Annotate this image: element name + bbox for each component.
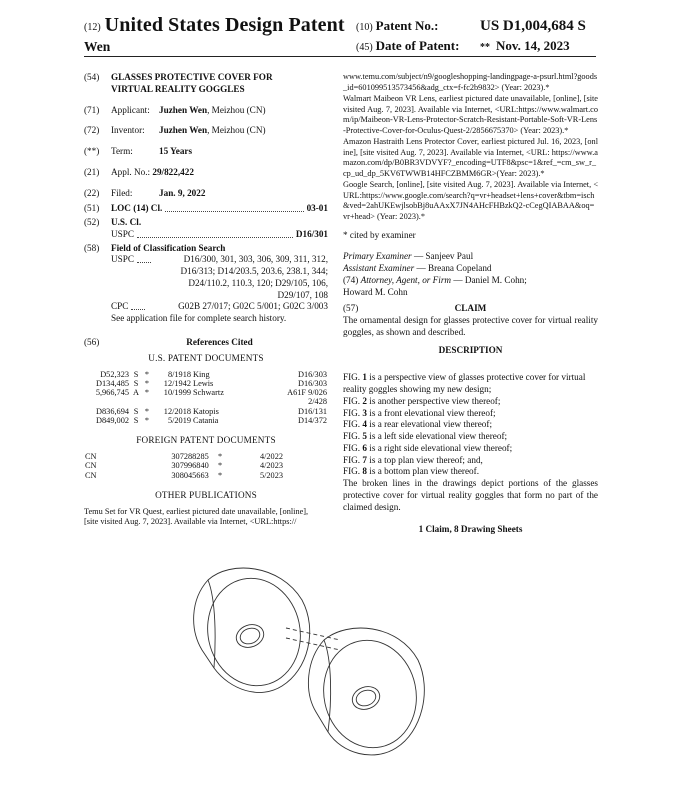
us-cl-field: (52) U.S. Cl. USPC D16/301 <box>84 217 328 239</box>
ref-name: King <box>193 369 210 379</box>
foreign-reference-row <box>84 471 284 480</box>
ref-num: 5,966,745 <box>95 388 129 398</box>
fig-number: 5 <box>362 431 367 442</box>
claim-heading: CLAIM <box>454 303 487 314</box>
foreign-star: * <box>217 470 223 480</box>
ref-kind: S <box>133 406 139 416</box>
ref-kind: S <box>133 415 139 425</box>
fig-text: is a bottom plan view thereof. <box>369 466 480 477</box>
ref-kind: S <box>133 369 139 379</box>
us-reference-row <box>84 407 328 416</box>
fig-word: FIG. <box>343 454 361 465</box>
fig-word: FIG. <box>343 407 361 418</box>
us-reference-row <box>84 388 328 397</box>
ref-cls: D16/131 <box>297 406 327 416</box>
inventor-name: Juzhen Wen <box>159 125 208 136</box>
ref-cls: A61F 9/026 <box>287 388 327 398</box>
description-heading: DESCRIPTION <box>438 344 503 355</box>
foreign-reference-row <box>84 461 284 470</box>
design-drawing <box>190 560 430 785</box>
foreign-cc: CN <box>85 461 97 471</box>
ref-num: D52,323 <box>100 369 129 379</box>
ref-star: * <box>144 406 150 416</box>
applicant-field: (71) Applicant: Juzhen Wen, Meizhou (CN) <box>84 104 266 115</box>
us-reference-row <box>84 379 328 388</box>
fig-number: 7 <box>362 454 367 465</box>
foreign-docs-heading: FOREIGN PATENT DOCUMENTS <box>136 435 276 446</box>
ref-date: 12/1942 <box>163 378 191 388</box>
patent-number: US D1,004,684 S <box>480 18 586 34</box>
ref-cls: D16/303 <box>297 378 327 388</box>
foreign-date: 4/2023 <box>259 461 283 471</box>
inventor-surname: Wen <box>84 39 111 54</box>
other-publications-cont <box>343 72 598 222</box>
title-line-2: VIRTUAL REALITY GOGGLES <box>111 83 245 94</box>
foreign-num: 307288285 <box>171 452 209 461</box>
primary-examiner: Primary Examiner — Sanjeev Paul <box>343 251 474 262</box>
date-stars: ** <box>480 42 490 53</box>
ref-num <box>84 397 130 406</box>
ref-star <box>142 397 152 406</box>
publication-entry: Google Search, [online], [site visited Aug. 7, 2023]. Available via Internet, <URL:https://www.google.com/search?q=vr+headset+lens+cover&tbm=isch&ved=2ahUKEwjlsobBj8uAAxX7JN4AHcFHBzkQ2-cCegQIABAA&oq=vr+head> (Year: 2023).* <box>343 180 598 221</box>
fig-word: FIG. <box>343 395 361 406</box>
foreign-reference-row <box>84 452 284 461</box>
fig-text: is a front elevational view thereof; <box>369 407 496 418</box>
term-field: (**) Term: 15 Years <box>84 146 193 157</box>
us-reference-row <box>84 416 328 425</box>
figure-list <box>343 372 598 478</box>
ref-date: 10/1999 <box>163 388 191 398</box>
ref-kind: A <box>133 388 139 398</box>
title-field: (54) GLASSES PROTECTIVE COVER FOR VIRTUAL REALITY GOGGLES <box>84 72 328 96</box>
publication-entry: Walmart Maibeon VR Lens, earliest pictured date unavailable, [online], [site visited Aug. 7, 2023]. Available via Internet, <URL:https://www.walmart.com/ip/Maibeon-VR-Lens-Protector-Scratch-Resistant-Portable-Soft-VR-Lens-Protective-Cover-for-Oculus-Quest-2/2856675370> (Year: 2023).* <box>343 94 598 135</box>
foreign-references-table <box>84 452 284 480</box>
figure-description <box>343 431 598 443</box>
assistant-examiner: Assistant Examiner — Breana Copeland <box>343 262 492 273</box>
term-value: 15 Years <box>159 146 193 157</box>
ref-kind: S <box>133 378 139 388</box>
document-type: United States Design Patent <box>104 14 345 36</box>
fig-text: is a perspective view of glasses protective cover for virtual reality goggles showing my new design; <box>343 372 586 395</box>
patent-date: Nov. 14, 2023 <box>496 38 570 53</box>
us-reference-row <box>84 370 328 379</box>
foreign-num: 307996840 <box>171 461 209 471</box>
ref-name: Katopis <box>193 406 219 416</box>
date-row: (45) Date of Patent: ** Nov. 14, 2023 <box>356 38 570 53</box>
patent-number-row: (10) Patent No.: US D1,004,684 S <box>356 18 586 34</box>
foreign-date: 5/2023 <box>259 470 283 480</box>
figure-description <box>343 466 598 478</box>
ref-star: * <box>144 388 150 398</box>
us-class: D16/301 <box>295 228 328 239</box>
fig-word: FIG. <box>343 372 361 383</box>
ref-cls: 2/428 <box>308 397 327 407</box>
fig-word: FIG. <box>343 466 361 477</box>
fig-number: 6 <box>362 442 367 453</box>
us-docs-heading: U.S. PATENT DOCUMENTS <box>148 352 264 363</box>
ref-star: * <box>144 369 150 379</box>
fig-text: is a right side elevational view thereof; <box>369 442 513 453</box>
fig-word: FIG. <box>343 419 361 430</box>
figure-description <box>343 396 598 408</box>
ref-cls: D16/303 <box>297 369 327 379</box>
publication-entry: Amazon Hastraith Lens Protector Cover, earliest pictured Jul. 16, 2023, [online], [site visited Aug. 7, 2023]. Available via Internet, <URL: https://www.amazon.com/dp/B0BR3VDVYF?_encoding=UTF8&psc=1&ref_=cm_sw_r_cp_ud_dp_5KV6TWWB14HFCZBMM6GR>(Year: 2023).* <box>343 137 598 178</box>
cited-note: * cited by examiner <box>343 230 416 241</box>
bridge-broken-line <box>286 628 340 650</box>
figure-description <box>343 408 598 420</box>
ref-date: 12/2018 <box>163 406 191 416</box>
loc-class: 03-01 <box>306 203 328 214</box>
claim-text: The ornamental design for glasses protective cover for virtual reality goggles, as shown and described. <box>343 315 598 337</box>
appl-no: 29/822,422 <box>152 166 194 177</box>
figure-description <box>343 372 598 396</box>
other-pub-1: Temu Set for VR Quest, earliest pictured date unavailable, [online], [site visited Aug. 7, 2023]. Available via Internet, <URL:https:// <box>84 506 309 527</box>
us-references-table <box>84 370 328 426</box>
date-label: Date of Patent: <box>375 38 460 53</box>
foreign-cc: CN <box>85 470 97 480</box>
references-heading: References Cited <box>186 337 253 348</box>
ref-star: * <box>144 378 150 388</box>
broken-lines-note: The broken lines in the drawings depict portions of the glasses protective cover for virtual reality goggles that form no part of the claimed design. <box>343 478 598 512</box>
claims-count: 1 Claim, 8 Drawing Sheets <box>418 523 523 534</box>
foreign-num: 308045663 <box>171 470 209 480</box>
attorney-2: Howard M. Cohn <box>343 286 408 297</box>
inventor-field: (72) Inventor: Juzhen Wen, Meizhou (CN) <box>84 125 266 136</box>
ref-name <box>192 397 274 406</box>
fig-text: is a left side elevational view thereof; <box>369 431 508 442</box>
figure-description <box>343 443 598 455</box>
ref-num: D849,002 <box>96 415 129 425</box>
fig-number: 4 <box>362 419 367 430</box>
publication-entry: www.temu.com/subject/n9/googleshopping-landingpage-a-psurl.html?goods_id=601099513573456&adg_ctx=f-fc2b9832> (Year: 2023).* <box>343 72 598 92</box>
ref-date: 5/2019 <box>167 415 191 425</box>
title-line-1: GLASSES PROTECTIVE COVER FOR <box>111 72 273 82</box>
ref-name: Schwartz <box>193 388 224 398</box>
claim-heading-row: (57) CLAIM <box>343 303 598 315</box>
ref-name: Catania <box>193 415 219 425</box>
ref-num: D836,694 <box>96 406 129 416</box>
fig-number: 2 <box>362 395 367 406</box>
fig-number: 8 <box>362 466 367 477</box>
foreign-cc: CN <box>85 452 97 461</box>
other-pubs-heading: OTHER PUBLICATIONS <box>155 489 257 500</box>
ref-date: 8/1918 <box>167 369 191 379</box>
ref-num: D134,485 <box>96 378 129 388</box>
fig-text: is another perspective view thereof; <box>369 395 501 406</box>
ref-name: Lewis <box>193 378 214 388</box>
patent-number-label: Patent No.: <box>375 18 439 33</box>
ref-kind <box>130 397 142 406</box>
foreign-star: * <box>217 461 223 471</box>
code-12: (12) <box>84 21 101 33</box>
figure-description <box>343 455 598 467</box>
fig-text: is a top plan view thereof; and, <box>369 454 483 465</box>
fig-word: FIG. <box>343 442 361 453</box>
us-reference-row <box>84 397 328 406</box>
fig-word: FIG. <box>343 431 361 442</box>
left-cup <box>194 568 311 694</box>
filed-field: (22) Filed: Jan. 9, 2022 <box>84 187 206 198</box>
ref-cls: D14/372 <box>297 415 327 425</box>
fig-text: is a rear elevational view thereof; <box>369 419 492 430</box>
header-left <box>84 14 345 55</box>
fig-number: 3 <box>362 407 367 418</box>
appl-no-field: (21) Appl. No.: 29/822,422 <box>84 166 194 177</box>
references-field: (56) References Cited <box>84 337 328 349</box>
ref-star: * <box>144 415 150 425</box>
right-column <box>343 72 598 535</box>
foreign-date: 4/2022 <box>259 452 283 461</box>
loc-field: (51) LOC (14) Cl. 03-01 <box>84 203 328 214</box>
search-field: (58) Field of Classification Search USPC D16/300, 301, 303, 306, 309, 311, 312, D16/313; D14/203.5, 203.6, 238.1, 344; D24/110.2, 110.3, 120; D29/105, 106, D29/107, 108 CPC G02B 27/017; G02C 5/001; G02C 3/003 See application file for complete search history. <box>84 242 328 324</box>
right-cup <box>308 628 426 756</box>
applicant-name: Juzhen Wen <box>159 104 208 115</box>
header-rule <box>84 56 596 57</box>
foreign-star: * <box>217 452 223 461</box>
fig-number: 1 <box>362 372 367 383</box>
figure-description <box>343 419 598 431</box>
ref-date <box>152 397 192 406</box>
filed-date: Jan. 9, 2022 <box>159 187 206 198</box>
attorney: (74) Attorney, Agent, or Firm — Daniel M. Cohn; <box>343 274 527 285</box>
left-column <box>84 72 328 528</box>
header-right <box>356 14 596 54</box>
